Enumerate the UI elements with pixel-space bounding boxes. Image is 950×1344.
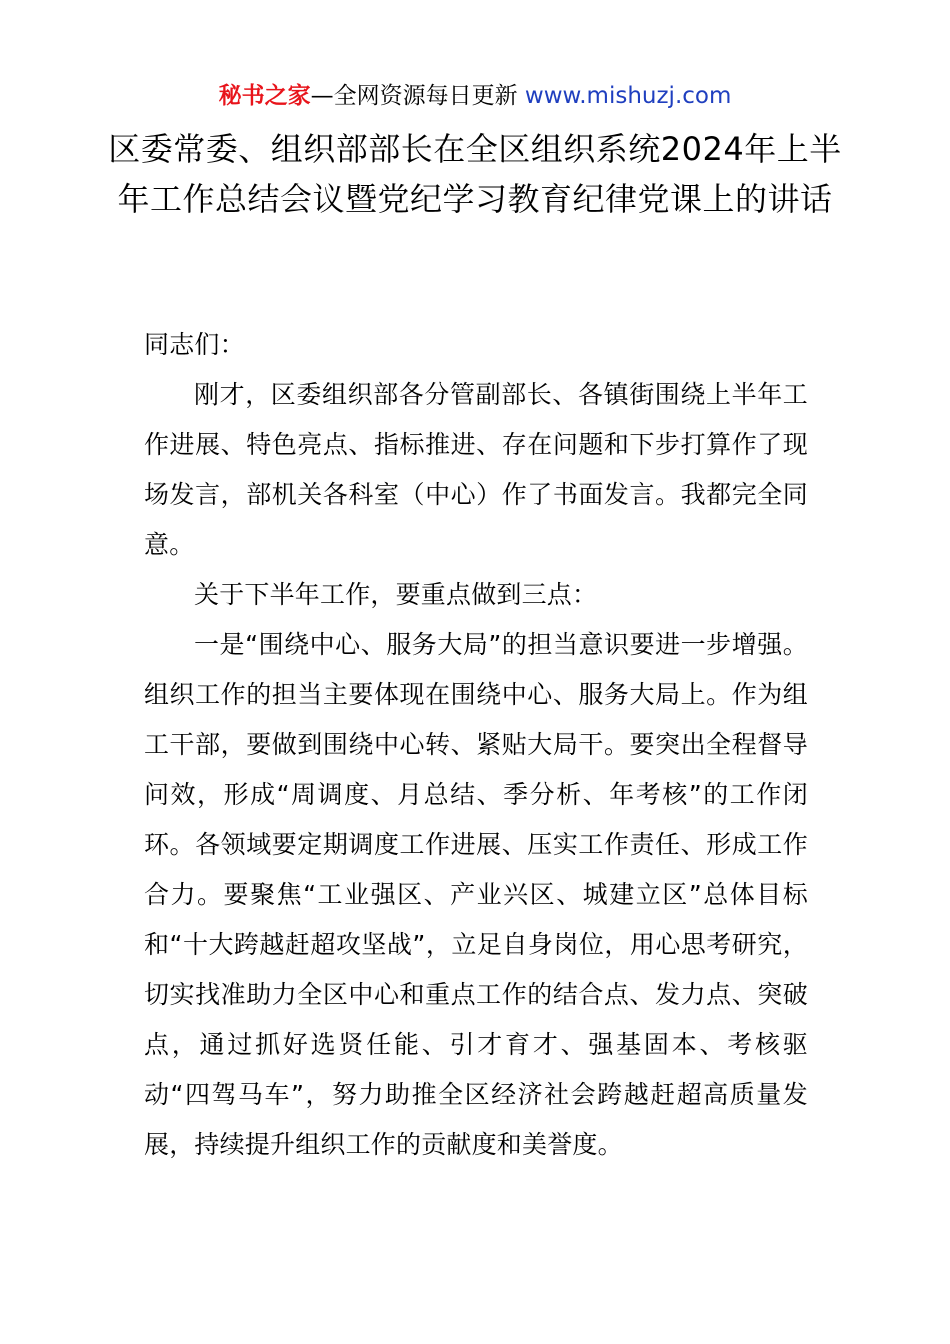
site-tagline: —全网资源每日更新: [310, 83, 525, 109]
paragraph-intro: 关于下半年工作，要重点做到三点：: [194, 580, 598, 609]
document-title: 区委常委、组织部部长在全区组织系统2024年上半年工作总结会议暨党纪学习教育纪律党课上的讲话: [108, 130, 842, 218]
paragraph-opening: 刚才，区委组织部各分管副部长、各镇街围绕上半年工作进展、特色亮点、指标推进、存在问题和下步打算作了现场发言，部机关各科室（中心）作了书面发言。我都完全同意。: [144, 380, 808, 559]
paragraph-point-one: 一是“围绕中心、服务大局”的担当意识要进一步增强。组织工作的担当主要体现在围绕中心、服务大局上。作为组工干部，要做到围绕中心转、紧贴大局干。要突出全程督导问效，形成“周调度、月总结、季分析、年考核”的工作闭环。各领域要定期调度工作进展、压实工作责任、形成工作合力。要聚焦“工业强区、产业兴区、城建立区”总体目标和“十大跨越赶超攻坚战”，立足自身岗位，用心思考研究，切实找准助力全区中心和重点工作的结合点、发力点、突破点，通过抓好选贤任能、引才育才、强基固本、考核驱动“四驾马车”，努力助推全区经济社会跨越赶超高质量发展，持续提升组织工作的贡献度和美誉度。: [144, 630, 808, 1159]
site-url-link[interactable]: www.mishuzj.com: [524, 83, 732, 109]
site-header: [0, 80, 950, 112]
salutation: 同志们：: [144, 330, 245, 359]
document-body: [144, 320, 808, 1170]
site-brand: 秘书之家: [218, 83, 311, 109]
